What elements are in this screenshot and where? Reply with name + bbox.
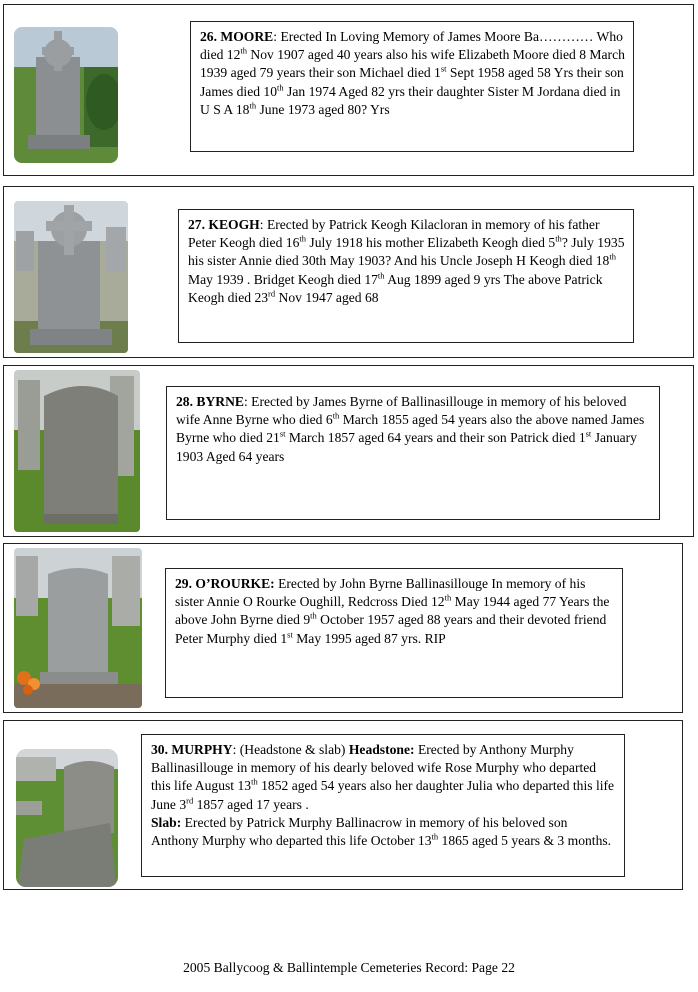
headstone-photo-26: [14, 27, 118, 163]
page-footer: 2005 Ballycoog & Ballintemple Cemeteries Record: Page 22: [183, 960, 515, 975]
headstone-label: Headstone:: [348, 742, 415, 757]
entry-title: 26. MOORE: [200, 29, 274, 44]
entry-26-frame: [3, 4, 694, 176]
headstone-photo-30: [16, 749, 118, 887]
entry-28-frame: [3, 365, 694, 537]
slab-label: Slab:: [151, 814, 182, 830]
inscription-box-28: 28. BYRNE: Erected by James Byrne of Ballinasillouge in memory of his beloved wife Anne Byrne who died 6th March 1855 aged 54 years also the above named James Byrne who died 21st March 1857 aged 64 years and their son Patrick died 1st January 1903 Aged 64 years: [166, 386, 660, 520]
headstone-photo-29: [14, 548, 142, 708]
headstone-photo-27: [14, 201, 128, 353]
inscription-box-27: 27. KEOGH: Erected by Patrick Keogh Kilacloran in memory of his father Peter Keogh died 16th July 1918 his mother Elizabeth Keogh died 5th? July 1935 his sister Annie died 30th May 1903? And his Uncle Joseph H Keogh died 18th May 1939 . Bridget Keogh died 17th Aug 1899 aged 9 yrs The above Patrick Keogh died 23rd Nov 1947 aged 68: [178, 209, 634, 343]
inscription-box-29: 29. O’ROURKE: Erected by John Byrne Ballinasillouge In memory of his sister Annie O Rourke Oughill, Redcross Died 12th May 1944 aged 77 Years the above John Byrne died 9th October 1957 aged 88 years and their devoted friend Peter Murphy died 1st May 1995 aged 87 yrs. RIP: [165, 568, 623, 698]
entry-title: 29. O’ROURKE:: [175, 576, 275, 591]
entry-30-frame: [3, 720, 683, 890]
inscription-box-26: 26. MOORE: Erected In Loving Memory of James Moore Ba………… Who died 12th Nov 1907 aged 40 years also his wife Elizabeth Moore died 8 March 1939 aged 79 years their son Michael died 1st Sept 1958 aged 58 Yrs their son James died 10th Jan 1974 Aged 82 yrs their daughter Sister M Jordana died in U S A 18th June 1973 aged 80? Yrs: [190, 21, 634, 152]
entry-title: 27. KEOGH: [188, 217, 260, 232]
entry-27-frame: [3, 186, 694, 358]
entry-29-frame: [3, 543, 683, 713]
headstone-photo-28: [14, 370, 140, 532]
entry-title: 30. MURPHY: [151, 742, 233, 757]
entry-title: 28. BYRNE: [176, 394, 244, 409]
inscription-box-30: 30. MURPHY: (Headstone & slab) Headstone: Erected by Anthony Murphy Ballinasillouge in memory of his dearly beloved wife Rose Murphy who departed this life August 13th 1852 aged 54 years also her daughter Julia who departed this life June 3rd 1857 aged 17 years . Slab: Erected by Patrick Murphy Ballinacrow in memory of his beloved son Anthony Murphy who departed this life October 13th 1865 aged 5 years & 3 months.: [141, 734, 625, 877]
